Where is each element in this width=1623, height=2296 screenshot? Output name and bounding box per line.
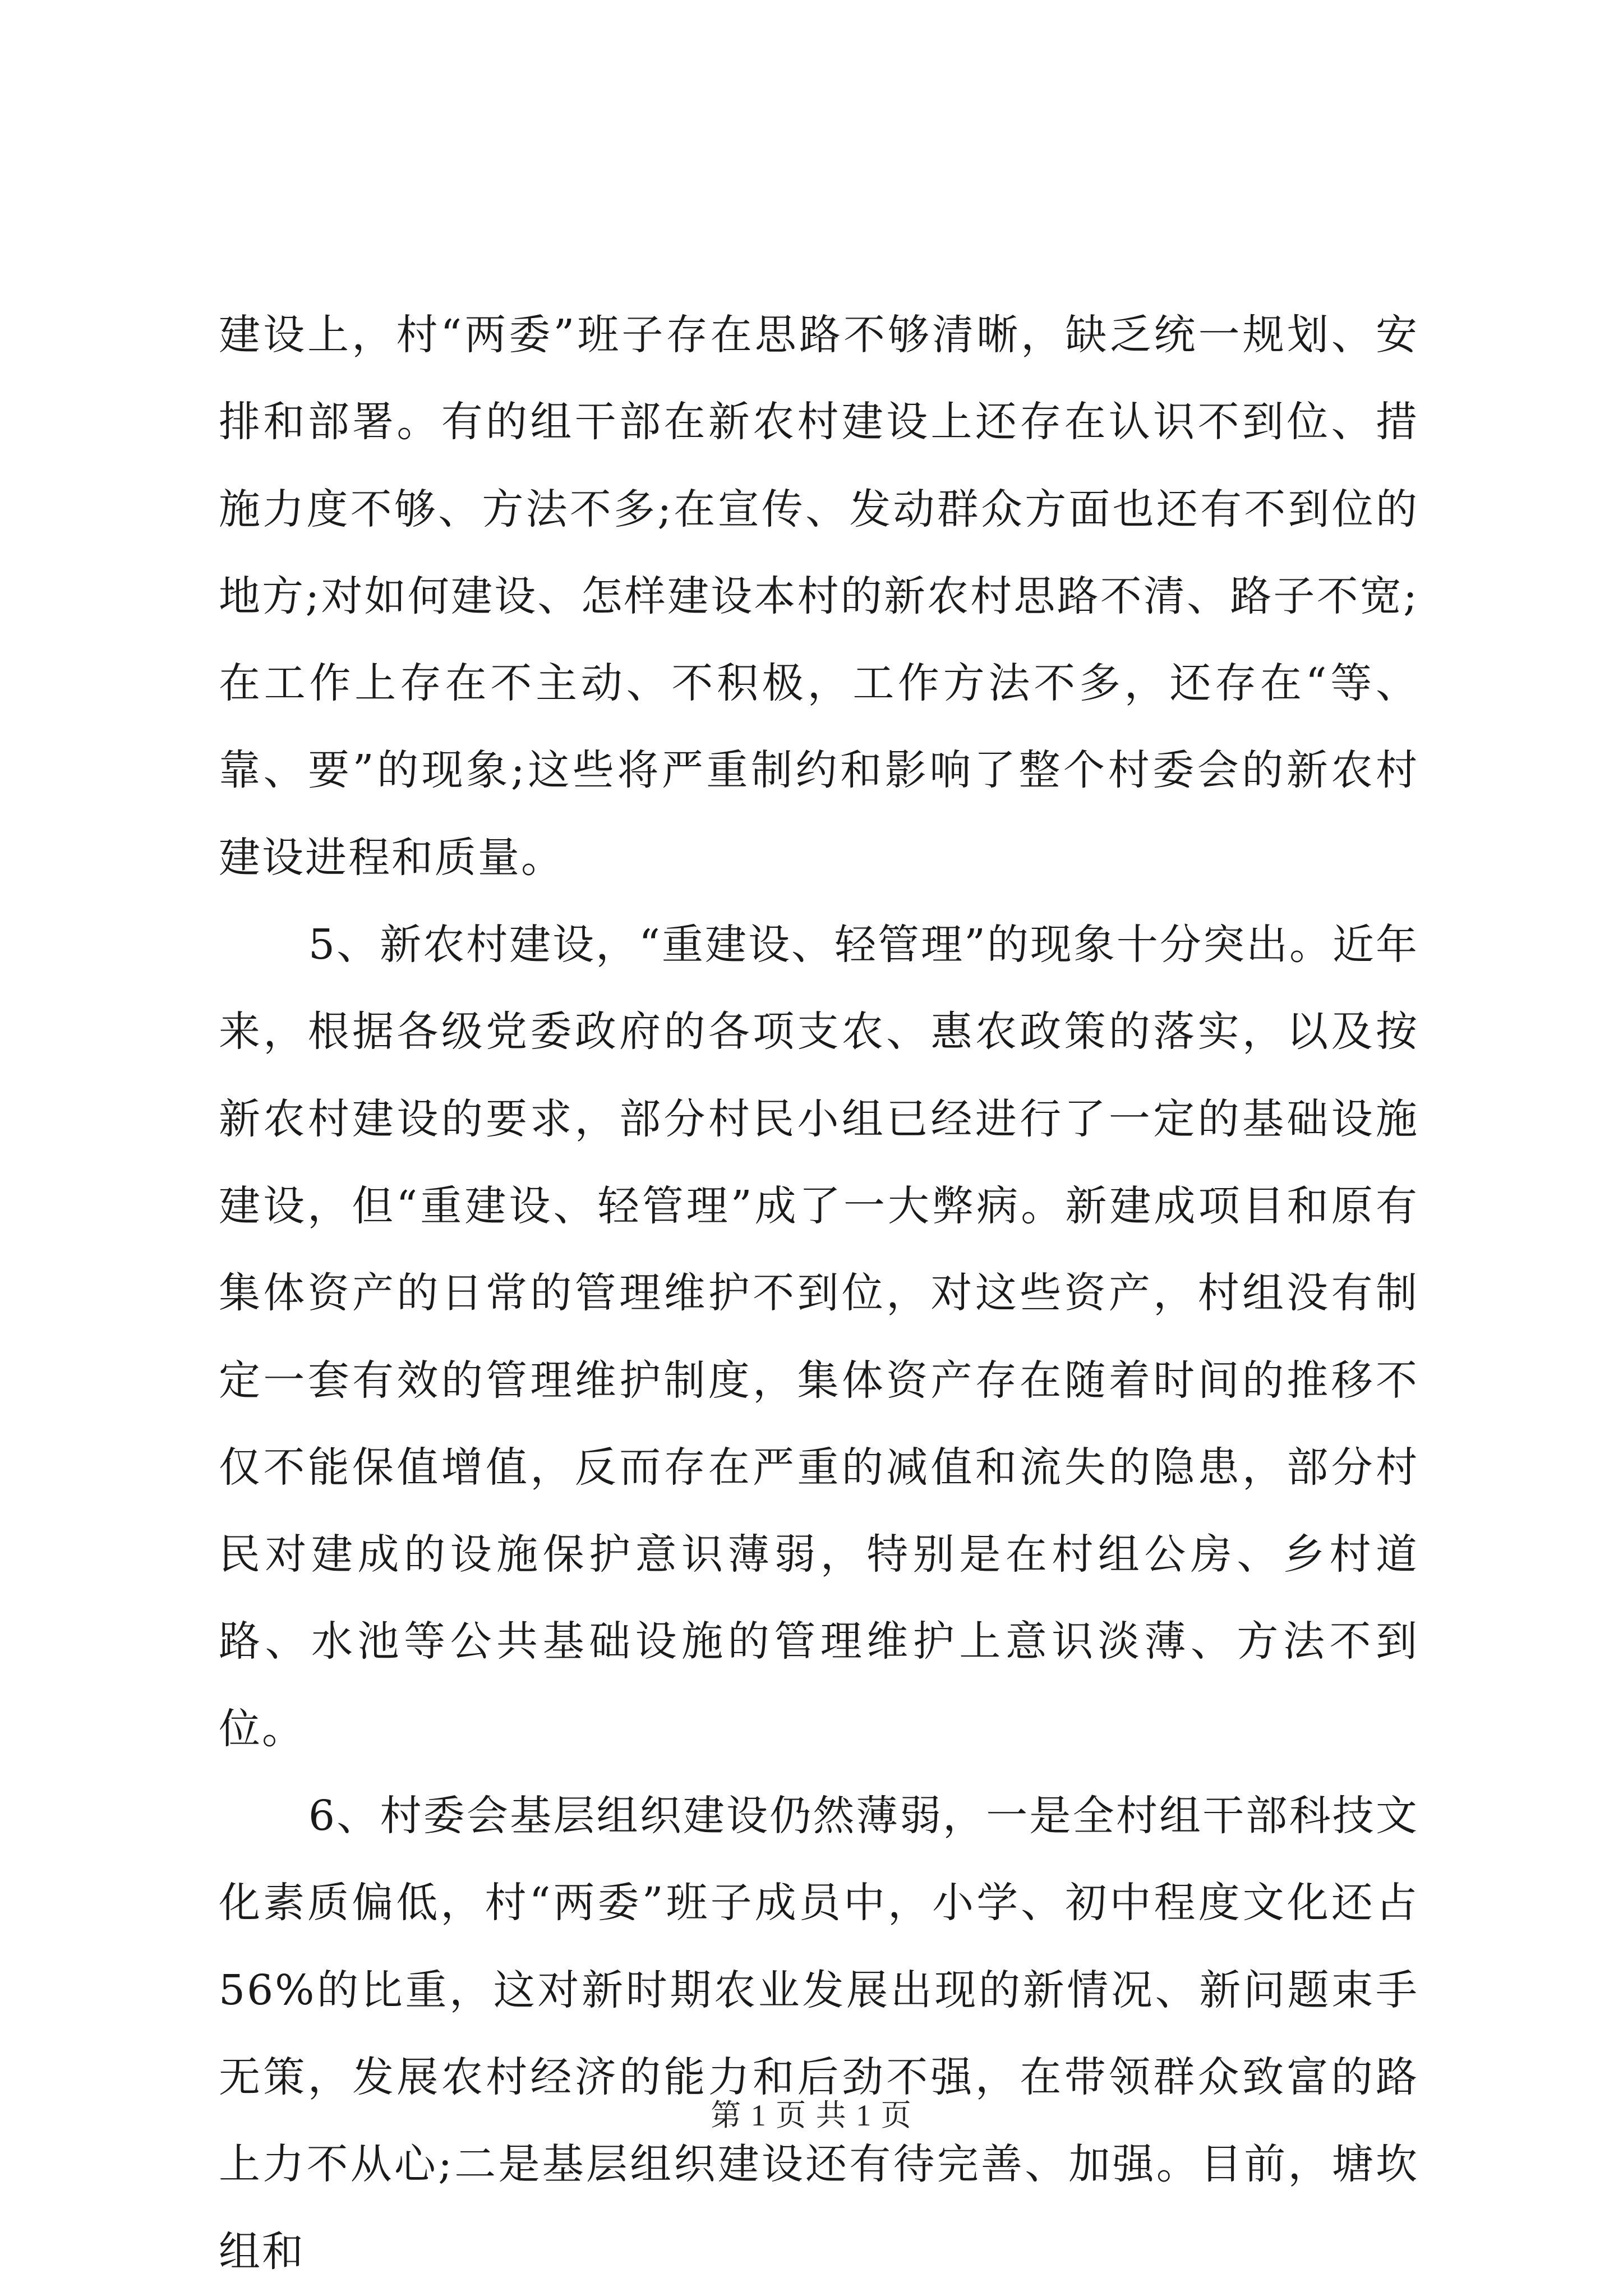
paragraph-item-6: 6、村委会基层组织建设仍然薄弱，一是全村组干部科技文化素质偏低，村“两委”班子成员中，小学、初中程度文化还占56%的比重，这对新时期农业发展出现的新情况、新问题束手无策，发展农村经济的能力和后劲不强，在带领群众致富的路上力不从心;二是基层组织建设还有待完善、加强。目前，塘坎组和: [219, 1792, 1419, 2276]
paragraph-item-5: 5、新农村建设，“重建设、轻管理”的现象十分突出。近年来，根据各级党委政府的各项支农、惠农政策的落实，以及按新农村建设的要求，部分村民小组已经进行了一定的基础设施建设，但“重建设、轻管理”成了一大弊病。新建成项目和原有集体资产的日常的管理维护不到位，对这些资产，村组没有制定一套有效的管理维护制度，集体资产存在随着时间的推移不仅不能保值增值，反而存在严重的减值和流失的隐患，部分村民对建成的设施保护意识薄弱，特别是在村组公房、乡村道路、水池等公共基础设施的管理维护上意识淡薄、方法不到位。: [219, 921, 1419, 1753]
document-body: [219, 292, 1419, 2295]
page-footer: 第 1 页 共 1 页: [711, 2099, 912, 2132]
paragraph-continuation: 建设上，村“两委”班子存在思路不够清晰，缺乏统一规划、安排和部署。有的组干部在新农村建设上还存在认识不到位、措施力度不够、方法不多;在宣传、发动群众方面也还有不到位的地方;对如何建设、怎样建设本村的新农村思路不清、路子不宽;在工作上存在不主动、不积极，工作方法不多，还存在“等、靠、要”的现象;这些将严重制约和影响了整个村委会的新农村建设进程和质量。: [219, 311, 1419, 882]
